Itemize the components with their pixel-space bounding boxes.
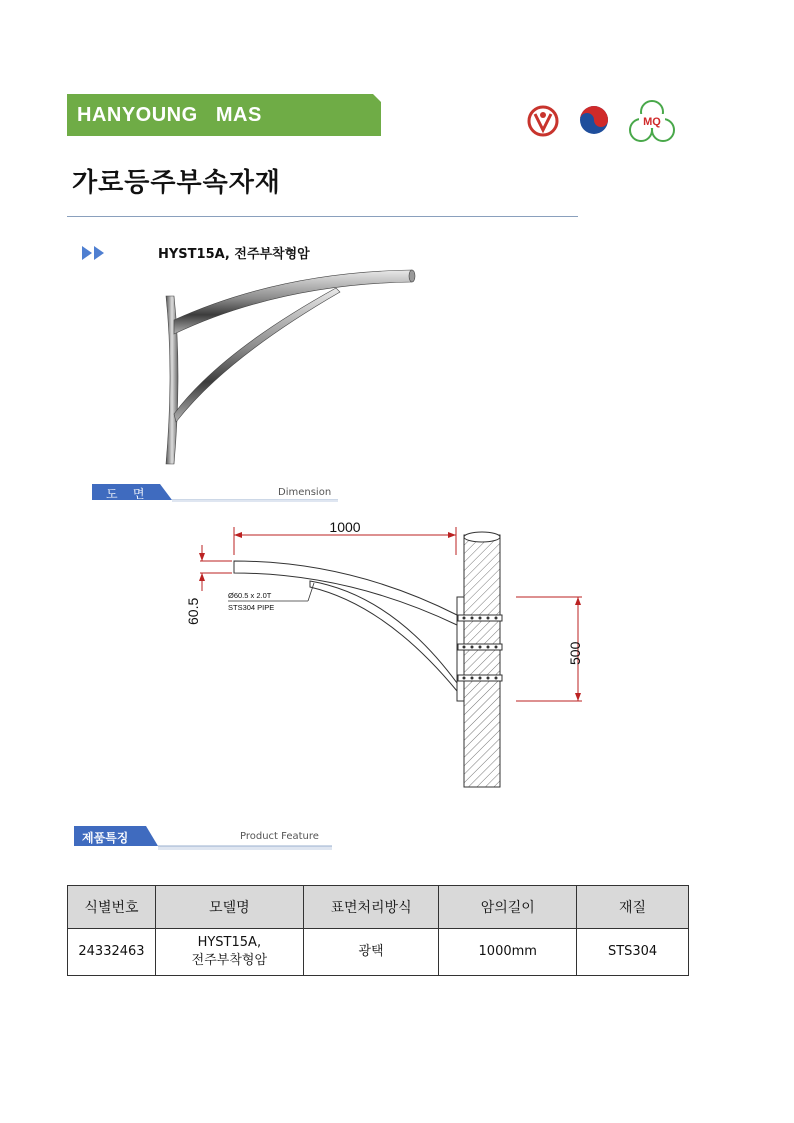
feature-label-korean: 제품특징 [82, 831, 129, 845]
header-id: 식별번호 [68, 886, 156, 929]
double-arrow-icon [82, 244, 112, 262]
feature-label-english: Product Feature [240, 831, 319, 842]
mq-mark-text: MQ [643, 116, 661, 128]
diameter-dimension-label: 60.5 [185, 597, 201, 625]
cell-model [155, 929, 303, 976]
table-row [68, 929, 689, 976]
pipe-spec-line-2: STS304 PIPE [228, 603, 275, 612]
product-photo [160, 262, 420, 472]
korea-taegeuk-icon [580, 106, 608, 134]
cell-id: 24332463 [68, 929, 156, 976]
model-line-2: 전주부착형암 [191, 953, 268, 968]
feature-banner [74, 826, 332, 854]
cell-material: STS304 [577, 929, 689, 976]
page-title: 가로등주부속자재 [72, 168, 281, 198]
certification-logos [524, 94, 684, 148]
table-header-row [68, 886, 689, 929]
title-divider [67, 216, 578, 217]
brand-banner [67, 94, 381, 136]
header-material: 재질 [577, 886, 689, 929]
height-dimension-label: 500 [567, 641, 583, 665]
spec-table [67, 885, 689, 976]
brand-name: HANYOUNG MAS [77, 104, 262, 126]
product-name: HYST15A, 전주부착형암 [158, 247, 310, 262]
dimension-label-korean: 도 면 [106, 487, 145, 501]
dimension-drawing [180, 515, 600, 800]
cell-finish: 광택 [303, 929, 439, 976]
dimension-label-english: Dimension [278, 487, 332, 498]
header-model: 모델명 [155, 886, 303, 929]
header-arm-length: 암의길이 [439, 886, 577, 929]
length-dimension-label: 1000 [329, 519, 361, 535]
cell-arm-length: 1000mm [439, 929, 577, 976]
header-finish: 표면처리방식 [303, 886, 439, 929]
pipe-spec-line-1: Ø60.5 x 2.0T [228, 591, 272, 600]
dimension-banner [92, 484, 338, 504]
certification-mark-icon [529, 107, 557, 135]
model-line-1: HYST15A, [197, 935, 262, 950]
mq-mark-icon [630, 101, 674, 141]
